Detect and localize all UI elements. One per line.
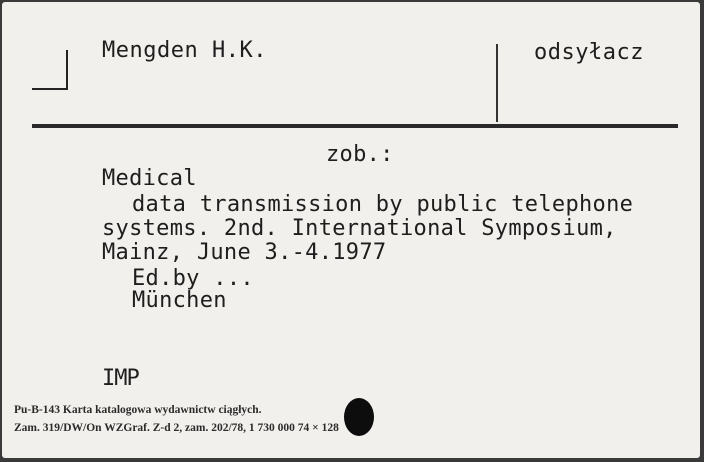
catalog-card <box>2 2 700 458</box>
title-line: Mainz, June 3.-4.1977 <box>102 240 387 265</box>
editor-line: Ed.by ... <box>132 266 254 291</box>
code-label: IMP <box>102 366 139 391</box>
punch-hole <box>344 398 374 436</box>
header-rule <box>32 124 678 128</box>
title-line: systems. 2nd. International Symposium, <box>102 216 617 241</box>
corner-mark-horizontal <box>32 88 68 90</box>
card-type-label: odsyłacz <box>534 40 644 65</box>
place-line: München <box>132 288 227 313</box>
see-also-label: zob.: <box>326 142 394 167</box>
author-heading: Mengden H.K. <box>102 38 267 63</box>
header-divider <box>496 44 498 122</box>
title-line: data transmission by public telephone <box>132 192 634 217</box>
footer-line-1: Pu-B-143 Karta katalogowa wydawnictw ciągłych. <box>14 404 262 416</box>
corner-mark-vertical <box>66 50 68 90</box>
footer-line-2: Zam. 319/DW/On WZGraf. Z-d 2, zam. 202/78, 1 730 000 74 × 128 <box>14 422 339 434</box>
subject-heading: Medical <box>102 166 197 191</box>
